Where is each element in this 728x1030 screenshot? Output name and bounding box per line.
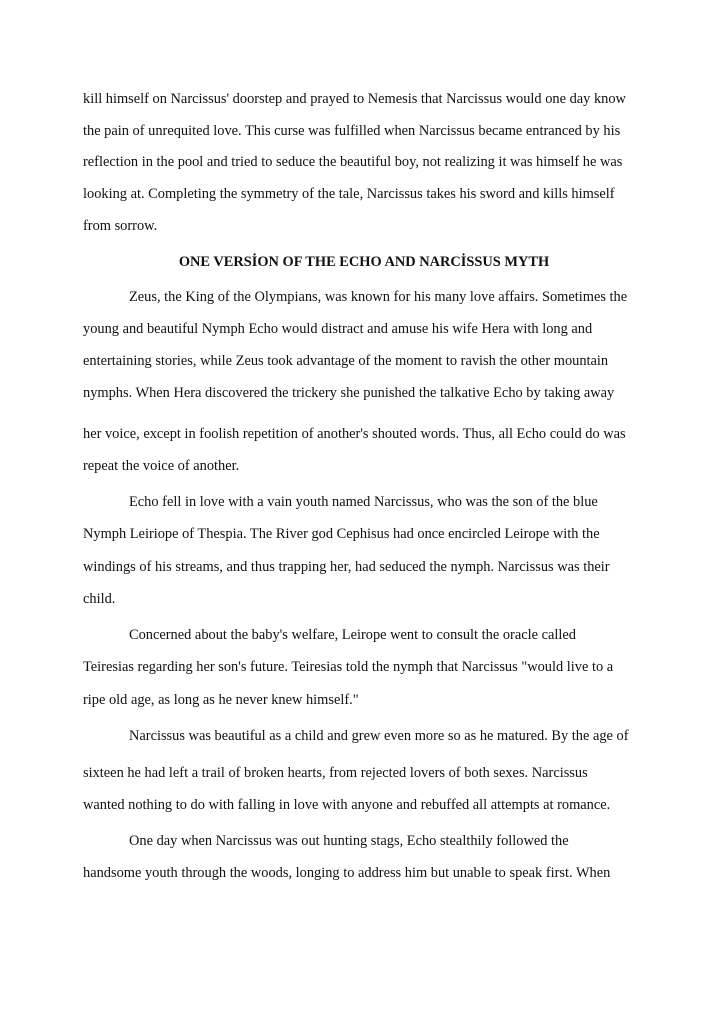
text-line: from sorrow. [83,218,158,234]
text-line: Nymph Leiriope of Thespia. The River god Cephisus had once encircled Leirope with the [83,526,600,542]
text-line: the pain of unrequited love. This curse was fulfilled when Narcissus became entranced by his [83,123,621,139]
text-line: nymphs. When Hera discovered the trickery she punished the talkative Echo by taking away [83,385,615,401]
text-line: young and beautiful Nymph Echo would distract and amuse his wife Hera with long and [83,321,593,337]
text-line: ripe old age, as long as he never knew himself." [83,692,359,708]
text-line: her voice, except in foolish repetition of another's shouted words. Thus, all Echo could do was [83,426,626,442]
text-line: kill himself on Narcissus' doorstep and prayed to Nemesis that Narcissus would one day know [83,91,626,107]
paragraph-first-line: Concerned about the baby's welfare, Leirope went to consult the oracle called [129,627,576,643]
paragraph-first-line: Narcissus was beautiful as a child and grew even more so as he matured. By the age of [129,728,629,744]
text-line: reflection in the pool and tried to seduce the beautiful boy, not realizing it was himself he was [83,154,623,170]
text-line: handsome youth through the woods, longing to address him but unable to speak first. When [83,865,611,881]
paragraph-first-line: Zeus, the King of the Olympians, was known for his many love affairs. Sometimes the [129,289,628,305]
text-line: child. [83,591,116,607]
paragraph-first-line: Echo fell in love with a vain youth named Narcissus, who was the son of the blue [129,494,598,510]
text-line: entertaining stories, while Zeus took advantage of the moment to ravish the other mountain [83,353,609,369]
section-heading: ONE VERSİON OF THE ECHO AND NARCİSSUS MYTH [178,254,550,270]
text-line: repeat the voice of another. [83,458,240,474]
paragraph-first-line: One day when Narcissus was out hunting stags, Echo stealthily followed the [129,833,569,849]
text-line: windings of his streams, and thus trapping her, had seduced the nymph. Narcissus was their [83,559,610,575]
text-line: Teiresias regarding her son's future. Teiresias told the nymph that Narcissus "would live to a [83,659,614,675]
text-line: looking at. Completing the symmetry of the tale, Narcissus takes his sword and kills himself [83,186,615,202]
text-line: wanted nothing to do with falling in love with anyone and rebuffed all attempts at romance. [83,797,611,813]
text-line: sixteen he had left a trail of broken hearts, from rejected lovers of both sexes. Narcissus [83,765,588,781]
